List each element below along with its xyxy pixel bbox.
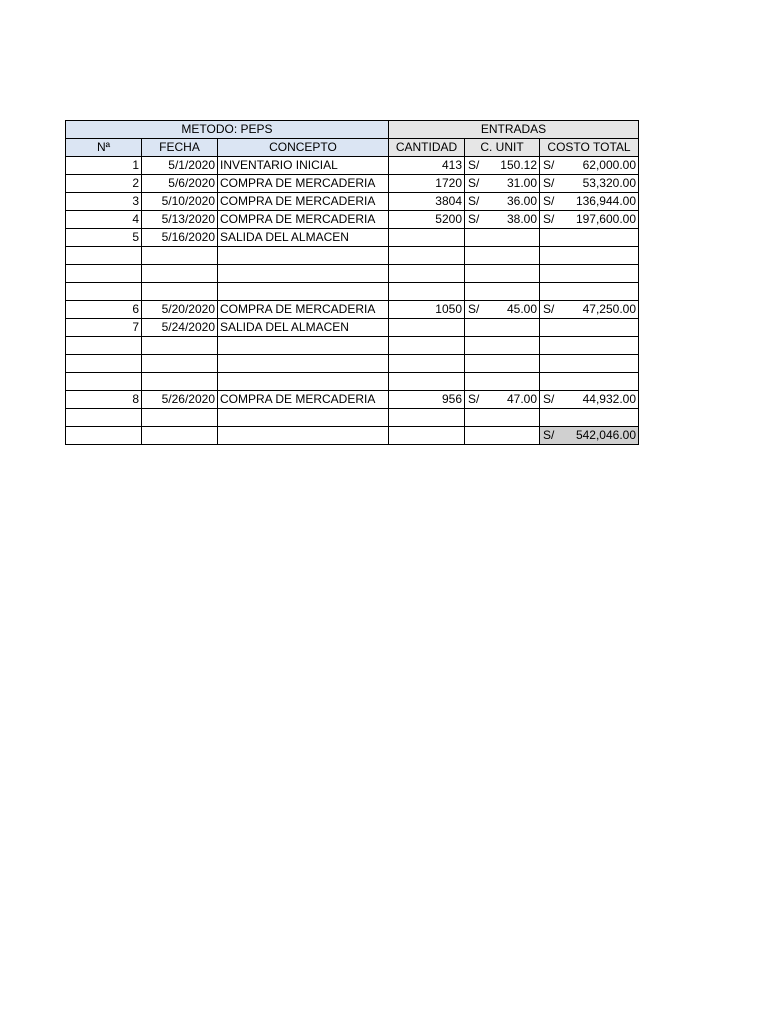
row-date [142, 355, 218, 373]
row-unit-cost [465, 283, 540, 301]
row-total-cost [540, 265, 639, 283]
row-quantity [389, 265, 465, 283]
row-total-cost-value: 53,320.00 [582, 176, 636, 190]
row-quantity [389, 247, 465, 265]
row-quantity [389, 355, 465, 373]
row-unit-cost [465, 175, 540, 193]
row-number [66, 337, 142, 355]
table-row [66, 229, 639, 247]
row-concept: COMPRA DE MERCADERIA [218, 391, 389, 409]
row-date [142, 265, 218, 283]
row-date [142, 373, 218, 391]
currency-symbol: S/ [543, 392, 555, 406]
row-quantity [389, 319, 465, 337]
row-unit-cost [465, 247, 540, 265]
column-header-row [66, 139, 639, 157]
row-unit-cost-value: 45.00 [506, 302, 537, 316]
row-unit-cost [465, 391, 540, 409]
currency-symbol: S/ [543, 428, 555, 442]
peps-inventory-table [65, 120, 639, 445]
total-row [66, 427, 639, 445]
row-total-cost [540, 193, 639, 211]
row-number: 7 [66, 319, 142, 337]
row-total-cost [540, 391, 639, 409]
row-concept: SALIDA DEL ALMACEN [218, 319, 389, 337]
table-row [66, 373, 639, 391]
row-date: 5/26/2020 [142, 391, 218, 409]
row-number [66, 355, 142, 373]
row-concept [218, 265, 389, 283]
table-row [66, 265, 639, 283]
row-concept: COMPRA DE MERCADERIA [218, 175, 389, 193]
row-concept [218, 337, 389, 355]
row-total-cost [540, 157, 639, 175]
row-concept [218, 283, 389, 301]
row-quantity [389, 229, 465, 247]
row-date: 5/24/2020 [142, 319, 218, 337]
row-unit-cost [465, 337, 540, 355]
currency-symbol: S/ [468, 194, 480, 208]
row-number: 1 [66, 157, 142, 175]
row-date [142, 409, 218, 427]
table-row [66, 175, 639, 193]
row-total-cost-value: 197,600.00 [575, 212, 636, 226]
row-total-cost [540, 355, 639, 373]
table-row [66, 355, 639, 373]
row-quantity: 956 [389, 391, 465, 409]
currency-symbol: S/ [543, 176, 555, 190]
cell [389, 427, 465, 445]
row-concept: SALIDA DEL ALMACEN [218, 229, 389, 247]
row-unit-cost-value: 31.00 [506, 176, 537, 190]
currency-symbol: S/ [543, 212, 555, 226]
currency-symbol: S/ [468, 212, 480, 226]
row-unit-cost-value: 47.00 [506, 392, 537, 406]
table-row [66, 247, 639, 265]
table-body [66, 157, 639, 427]
row-date: 5/16/2020 [142, 229, 218, 247]
col-header-costo-total: COSTO TOTAL [540, 139, 639, 157]
row-date: 5/20/2020 [142, 301, 218, 319]
table-row [66, 157, 639, 175]
row-number [66, 283, 142, 301]
row-concept [218, 355, 389, 373]
table-row [66, 193, 639, 211]
table-row [66, 301, 639, 319]
row-total-cost-value: 44,932.00 [582, 392, 636, 406]
currency-symbol: S/ [543, 158, 555, 172]
entradas-header: ENTRADAS [389, 121, 639, 139]
row-number: 6 [66, 301, 142, 319]
row-date: 5/13/2020 [142, 211, 218, 229]
row-unit-cost [465, 211, 540, 229]
currency-symbol: S/ [468, 302, 480, 316]
row-total-cost [540, 319, 639, 337]
row-quantity: 3804 [389, 193, 465, 211]
row-date [142, 247, 218, 265]
cell [66, 427, 142, 445]
row-unit-cost [465, 265, 540, 283]
row-number: 4 [66, 211, 142, 229]
currency-symbol: S/ [468, 158, 480, 172]
row-quantity [389, 283, 465, 301]
row-total-cost [540, 337, 639, 355]
currency-symbol: S/ [543, 194, 555, 208]
currency-symbol: S/ [543, 302, 555, 316]
row-quantity: 5200 [389, 211, 465, 229]
row-concept [218, 373, 389, 391]
row-quantity: 1050 [389, 301, 465, 319]
row-number [66, 265, 142, 283]
cell [218, 427, 389, 445]
row-date [142, 283, 218, 301]
col-header-cunit: C. UNIT [465, 139, 540, 157]
row-quantity [389, 373, 465, 391]
table-row [66, 409, 639, 427]
row-total-cost [540, 211, 639, 229]
row-date: 5/6/2020 [142, 175, 218, 193]
grand-total-cell [540, 427, 639, 445]
col-header-no: Nª [66, 139, 142, 157]
row-unit-cost-value: 150.12 [500, 158, 537, 172]
row-quantity [389, 337, 465, 355]
row-concept [218, 247, 389, 265]
row-unit-cost [465, 373, 540, 391]
col-header-concepto: CONCEPTO [218, 139, 389, 157]
row-unit-cost [465, 319, 540, 337]
method-header: METODO: PEPS [66, 121, 389, 139]
row-unit-cost [465, 355, 540, 373]
table-row [66, 283, 639, 301]
row-total-cost [540, 409, 639, 427]
row-total-cost-value: 47,250.00 [582, 302, 636, 316]
row-quantity [389, 409, 465, 427]
row-unit-cost [465, 193, 540, 211]
grand-total-value: 542,046.00 [575, 428, 636, 442]
row-date: 5/1/2020 [142, 157, 218, 175]
row-unit-cost-value: 38.00 [506, 212, 537, 226]
row-total-cost [540, 229, 639, 247]
row-number [66, 373, 142, 391]
row-total-cost [540, 175, 639, 193]
row-date [142, 337, 218, 355]
row-total-cost-value: 62,000.00 [582, 158, 636, 172]
cell [142, 427, 218, 445]
row-concept: INVENTARIO INICIAL [218, 157, 389, 175]
cell [465, 427, 540, 445]
row-quantity: 1720 [389, 175, 465, 193]
currency-symbol: S/ [468, 392, 480, 406]
row-unit-cost [465, 229, 540, 247]
row-number: 3 [66, 193, 142, 211]
row-total-cost [540, 373, 639, 391]
table-row [66, 319, 639, 337]
row-number: 8 [66, 391, 142, 409]
row-number [66, 409, 142, 427]
row-unit-cost [465, 409, 540, 427]
row-unit-cost-value: 36.00 [506, 194, 537, 208]
row-concept [218, 409, 389, 427]
table-row [66, 391, 639, 409]
group-header-row [66, 121, 639, 139]
col-header-cantidad: CANTIDAD [389, 139, 465, 157]
row-concept: COMPRA DE MERCADERIA [218, 193, 389, 211]
row-unit-cost [465, 301, 540, 319]
row-number: 2 [66, 175, 142, 193]
row-number [66, 247, 142, 265]
row-total-cost-value: 136,944.00 [575, 194, 636, 208]
col-header-fecha: FECHA [142, 139, 218, 157]
table-row [66, 337, 639, 355]
row-unit-cost [465, 157, 540, 175]
row-concept: COMPRA DE MERCADERIA [218, 301, 389, 319]
row-total-cost [540, 283, 639, 301]
table-row [66, 211, 639, 229]
row-total-cost [540, 247, 639, 265]
row-concept: COMPRA DE MERCADERIA [218, 211, 389, 229]
row-number: 5 [66, 229, 142, 247]
row-total-cost [540, 301, 639, 319]
row-date: 5/10/2020 [142, 193, 218, 211]
currency-symbol: S/ [468, 176, 480, 190]
row-quantity: 413 [389, 157, 465, 175]
